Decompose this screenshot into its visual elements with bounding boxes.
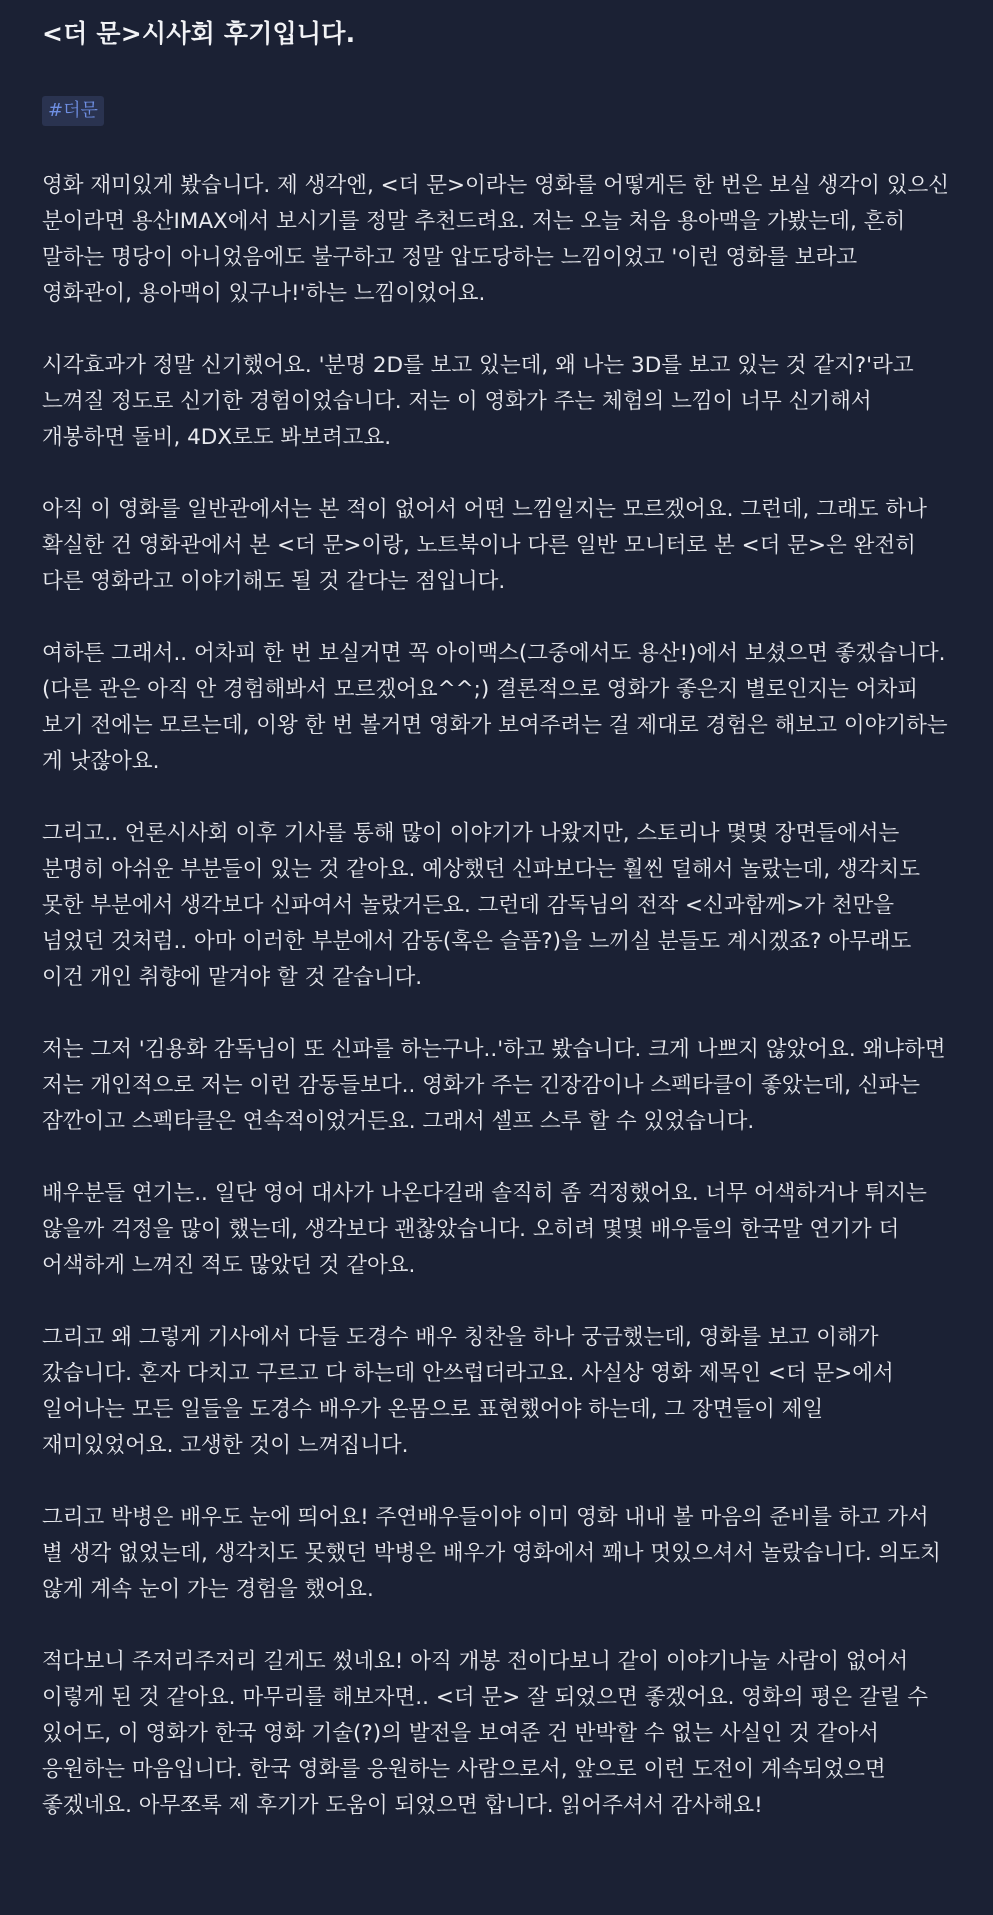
body-paragraph: 아직 이 영화를 일반관에서는 본 적이 없어서 어떤 느낌일지는 모르겠어요. 그런데, 그래도 하나 확실한 건 영화관에서 본 <더 문>이랑, 노트북이나 다른 일반 모니터로 본 <더 문>은 완전히 다른 영화라고 이야기해도 될 것 같다는 점입니다. — [42, 497, 927, 594]
tag-list — [42, 96, 951, 126]
hashtag[interactable]: #더문 — [42, 96, 104, 126]
body-paragraph: 저는 그저 '김용화 감독님이 또 신파를 하는구나..'하고 봤습니다. 크게 나쁘지 않았어요. 왜냐하면 저는 개인적으로 저는 이런 감동들보다.. 영화가 주는 긴장감이나 스펙타클이 좋았는데, 신파는 잠깐이고 스펙타클은 연속적이었거든요. 그래서 셀프 스루 할 수 있었습니다. — [42, 1037, 946, 1134]
body-paragraph: 여하튼 그래서.. 어차피 한 번 보실거면 꼭 아이맥스(그중에서도 용산!)에서 보셨으면 좋겠습니다. (다른 관은 아직 안 경험해봐서 모르겠어요^^;) 결론적으로 영화가 좋은지 별로인지는 어차피 보기 전에는 모르는데, 이왕 한 번 볼거면 영화가 보여주려는 걸 제대로 경험은 해보고 이야기하는 게 낫잖아요. — [42, 641, 948, 774]
body-paragraph: 적다보니 주저리주저리 길게도 썼네요! 아직 개봉 전이다보니 같이 이야기나눌 사람이 없어서 이렇게 된 것 같아요. 마무리를 해보자면.. <더 문> 잘 되었으면 좋겠어요. 영화의 평은 갈릴 수 있어도, 이 영화가 한국 영화 기술(?)의 발전을 보여준 건 반박할 수 없는 사실인 것 같아서 응원하는 마음입니다. 한국 영화를 응원하는 사람으로서, 앞으로 이런 도전이 계속되었으면 좋겠네요. 아무쪼록 제 후기가 도움이 되었으면 합니다. 읽어주셔서 감사해요! — [42, 1649, 928, 1818]
post-body — [42, 168, 950, 1824]
body-paragraph: 시각효과가 정말 신기했어요. '분명 2D를 보고 있는데, 왜 나는 3D를 보고 있는 것 같지?'라고 느껴질 정도로 신기한 경험이었습니다. 저는 이 영화가 주는 체험의 느낌이 너무 신기해서 개봉하면 돌비, 4DX로도 봐보려고요. — [42, 353, 914, 450]
body-paragraph: 그리고 왜 그렇게 기사에서 다들 도경수 배우 칭찬을 하나 궁금했는데, 영화를 보고 이해가 갔습니다. 혼자 다치고 구르고 다 하는데 안쓰럽더라고요. 사실상 영화 제목인 <더 문>에서 일어나는 모든 일들을 도경수 배우가 온몸으로 표현했어야 하는데, 그 장면들이 제일 재미있었어요. 고생한 것이 느껴집니다. — [42, 1325, 894, 1458]
body-paragraph: 배우분들 연기는.. 일단 영어 대사가 나온다길래 솔직히 좀 걱정했어요. 너무 어색하거나 튀지는 않을까 걱정을 많이 했는데, 생각보다 괜찮았습니다. 오히려 몇몇 배우들의 한국말 연기가 더 어색하게 느껴진 적도 많았던 것 같아요. — [42, 1181, 927, 1278]
body-paragraph: 그리고 박병은 배우도 눈에 띄어요! 주연배우들이야 이미 영화 내내 볼 마음의 준비를 하고 가서 별 생각 없었는데, 생각치도 못했던 박병은 배우가 영화에서 꽤나 멋있으셔서 놀랐습니다. 의도치 않게 계속 눈이 가는 경험을 했어요. — [42, 1505, 941, 1602]
body-paragraph: 영화 재미있게 봤습니다. 제 생각엔, <더 문>이라는 영화를 어떻게든 한 번은 보실 생각이 있으신 분이라면 용산IMAX에서 보시기를 정말 추천드려요. 저는 오늘 처음 용아맥을 가봤는데, 흔히 말하는 명당이 아니었음에도 불구하고 정말 압도당하는 느낌이었고 '이런 영화를 보라고 영화관이, 용아맥이 있구나!'하는 느낌이었어요. — [42, 173, 949, 306]
body-paragraph: 그리고.. 언론시사회 이후 기사를 통해 많이 이야기가 나왔지만, 스토리나 몇몇 장면들에서는 분명히 아쉬운 부분들이 있는 것 같아요. 예상했던 신파보다는 훨씬 덜해서 놀랐는데, 생각치도 못한 부분에서 생각보다 신파여서 놀랐거든요. 그런데 감독님의 전작 <신과함께>가 천만을 넘었던 것처럼.. 아마 이러한 부분에서 감동(혹은 슬픔?)을 느끼실 분들도 계시겠죠? 아무래도 이건 개인 취향에 맡겨야 할 것 같습니다. — [42, 821, 921, 990]
post-title: <더 문>시사회 후기입니다. — [42, 19, 356, 48]
